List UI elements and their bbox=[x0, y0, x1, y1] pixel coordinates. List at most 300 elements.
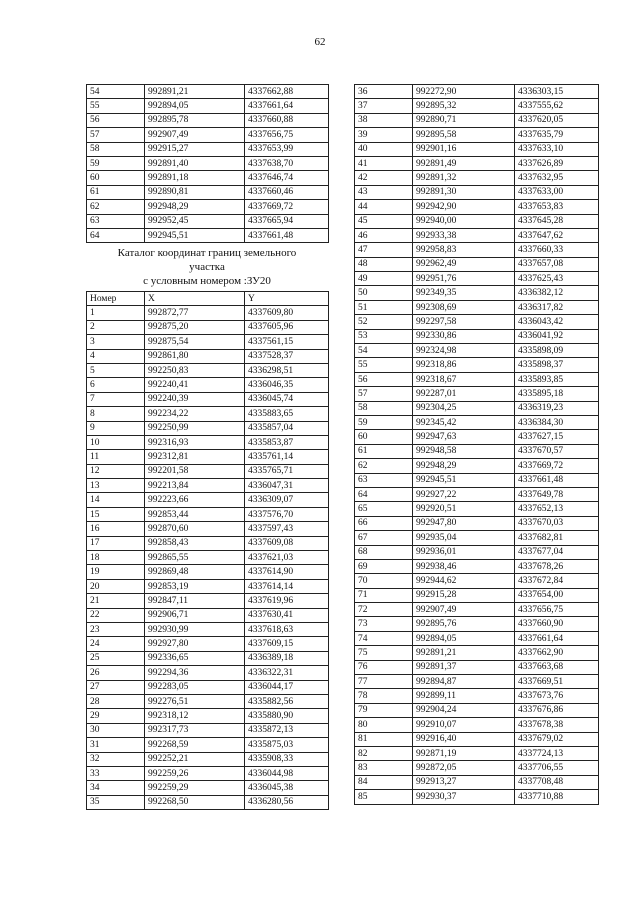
y-coordinate: 4337619,96 bbox=[245, 594, 329, 608]
y-coordinate: 4335882,56 bbox=[245, 694, 329, 708]
point-number: 61 bbox=[87, 185, 145, 199]
x-coordinate: 992915,28 bbox=[413, 588, 515, 602]
point-number: 3 bbox=[87, 335, 145, 349]
x-coordinate: 992948,29 bbox=[413, 459, 515, 473]
table-row bbox=[87, 565, 329, 579]
y-coordinate: 4335853,87 bbox=[245, 435, 329, 449]
table-row bbox=[355, 85, 599, 99]
x-coordinate: 992869,48 bbox=[145, 565, 245, 579]
x-coordinate: 992947,63 bbox=[413, 430, 515, 444]
x-coordinate: 992951,76 bbox=[413, 272, 515, 286]
x-coordinate: 992894,05 bbox=[413, 631, 515, 645]
point-number: 43 bbox=[355, 185, 413, 199]
point-number: 9 bbox=[87, 421, 145, 435]
x-coordinate: 992927,80 bbox=[145, 637, 245, 651]
point-number: 18 bbox=[87, 551, 145, 565]
x-coordinate: 992920,51 bbox=[413, 502, 515, 516]
y-coordinate: 4336384,30 bbox=[515, 415, 599, 429]
point-number: 50 bbox=[355, 286, 413, 300]
point-number: 68 bbox=[355, 545, 413, 559]
point-number: 69 bbox=[355, 559, 413, 573]
table-row bbox=[355, 315, 599, 329]
x-coordinate: 992213,84 bbox=[145, 479, 245, 493]
point-number: 55 bbox=[355, 358, 413, 372]
table-row bbox=[87, 450, 329, 464]
table-row bbox=[87, 228, 329, 242]
table-row bbox=[355, 617, 599, 631]
point-number: 7 bbox=[87, 392, 145, 406]
x-coordinate: 992276,51 bbox=[145, 694, 245, 708]
x-coordinate: 992847,11 bbox=[145, 594, 245, 608]
x-coordinate: 992906,71 bbox=[145, 608, 245, 622]
table-row bbox=[355, 761, 599, 775]
y-coordinate: 4337665,94 bbox=[245, 214, 329, 228]
point-number: 83 bbox=[355, 761, 413, 775]
table-row bbox=[87, 407, 329, 421]
point-number: 72 bbox=[355, 603, 413, 617]
x-coordinate: 992935,04 bbox=[413, 531, 515, 545]
table-row bbox=[87, 507, 329, 521]
y-coordinate: 4337652,13 bbox=[515, 502, 599, 516]
point-number: 63 bbox=[355, 473, 413, 487]
table-row bbox=[355, 142, 599, 156]
point-number: 10 bbox=[87, 435, 145, 449]
coordinates-table-continued bbox=[86, 84, 329, 243]
y-coordinate: 4337638,70 bbox=[245, 156, 329, 170]
y-coordinate: 4337706,55 bbox=[515, 761, 599, 775]
table-row bbox=[87, 335, 329, 349]
y-coordinate: 4337528,37 bbox=[245, 349, 329, 363]
table-row bbox=[355, 300, 599, 314]
x-coordinate: 992283,05 bbox=[145, 680, 245, 694]
y-coordinate: 4336045,38 bbox=[245, 781, 329, 795]
point-number: 57 bbox=[87, 128, 145, 142]
x-coordinate: 992872,77 bbox=[145, 306, 245, 320]
y-coordinate: 4337625,43 bbox=[515, 272, 599, 286]
table-row bbox=[355, 128, 599, 142]
table-row bbox=[355, 329, 599, 343]
y-coordinate: 4337626,89 bbox=[515, 156, 599, 170]
y-coordinate: 4335872,13 bbox=[245, 723, 329, 737]
x-coordinate: 992870,60 bbox=[145, 522, 245, 536]
x-coordinate: 992895,58 bbox=[413, 128, 515, 142]
x-coordinate: 992907,49 bbox=[145, 128, 245, 142]
y-coordinate: 4335875,03 bbox=[245, 738, 329, 752]
table-row bbox=[87, 306, 329, 320]
y-coordinate: 4336309,07 bbox=[245, 493, 329, 507]
y-coordinate: 4336043,42 bbox=[515, 315, 599, 329]
point-number: 29 bbox=[87, 709, 145, 723]
x-coordinate: 992223,66 bbox=[145, 493, 245, 507]
point-number: 36 bbox=[355, 85, 413, 99]
point-number: 34 bbox=[87, 781, 145, 795]
point-number: 42 bbox=[355, 171, 413, 185]
y-coordinate: 4337647,62 bbox=[515, 228, 599, 242]
x-coordinate: 992907,49 bbox=[413, 603, 515, 617]
point-number: 31 bbox=[87, 738, 145, 752]
y-coordinate: 4337633,10 bbox=[515, 142, 599, 156]
x-coordinate: 992259,26 bbox=[145, 766, 245, 780]
point-number: 70 bbox=[355, 574, 413, 588]
table-row bbox=[355, 171, 599, 185]
x-coordinate: 992330,86 bbox=[413, 329, 515, 343]
x-coordinate: 992858,43 bbox=[145, 536, 245, 550]
point-number: 45 bbox=[355, 214, 413, 228]
x-coordinate: 992891,21 bbox=[145, 85, 245, 99]
point-number: 13 bbox=[87, 479, 145, 493]
table-row bbox=[355, 415, 599, 429]
y-coordinate: 4337661,64 bbox=[245, 99, 329, 113]
table-row bbox=[355, 401, 599, 415]
table-row bbox=[355, 718, 599, 732]
y-coordinate: 4337630,41 bbox=[245, 608, 329, 622]
y-coordinate: 4337660,46 bbox=[245, 185, 329, 199]
table-row bbox=[87, 781, 329, 795]
y-coordinate: 4335898,09 bbox=[515, 344, 599, 358]
x-coordinate: 992894,05 bbox=[145, 99, 245, 113]
x-coordinate: 992250,99 bbox=[145, 421, 245, 435]
y-coordinate: 4336041,92 bbox=[515, 329, 599, 343]
point-number: 54 bbox=[87, 85, 145, 99]
table-row bbox=[87, 378, 329, 392]
table-row bbox=[355, 631, 599, 645]
x-coordinate: 992853,44 bbox=[145, 507, 245, 521]
point-number: 8 bbox=[87, 407, 145, 421]
y-coordinate: 4337669,72 bbox=[245, 200, 329, 214]
x-coordinate: 992318,86 bbox=[413, 358, 515, 372]
table-row bbox=[355, 574, 599, 588]
point-number: 60 bbox=[87, 171, 145, 185]
y-coordinate: 4337561,15 bbox=[245, 335, 329, 349]
y-coordinate: 4337621,03 bbox=[245, 551, 329, 565]
point-number: 5 bbox=[87, 363, 145, 377]
point-number: 20 bbox=[87, 579, 145, 593]
x-coordinate: 992916,40 bbox=[413, 732, 515, 746]
point-number: 62 bbox=[355, 459, 413, 473]
point-number: 73 bbox=[355, 617, 413, 631]
y-coordinate: 4337656,75 bbox=[515, 603, 599, 617]
y-coordinate: 4337660,33 bbox=[515, 243, 599, 257]
point-number: 78 bbox=[355, 689, 413, 703]
y-coordinate: 4337645,28 bbox=[515, 214, 599, 228]
point-number: 85 bbox=[355, 790, 413, 804]
table-row bbox=[87, 185, 329, 199]
table-row bbox=[87, 363, 329, 377]
y-coordinate: 4336382,12 bbox=[515, 286, 599, 300]
x-coordinate: 992891,32 bbox=[413, 171, 515, 185]
table-row bbox=[87, 128, 329, 142]
table-row bbox=[355, 660, 599, 674]
x-coordinate: 992875,54 bbox=[145, 335, 245, 349]
y-coordinate: 4337656,75 bbox=[245, 128, 329, 142]
x-coordinate: 992933,38 bbox=[413, 228, 515, 242]
table-row bbox=[87, 156, 329, 170]
table-row bbox=[87, 594, 329, 608]
table-row bbox=[87, 479, 329, 493]
x-coordinate: 992899,11 bbox=[413, 689, 515, 703]
x-coordinate: 992234,22 bbox=[145, 407, 245, 421]
y-coordinate: 4337660,88 bbox=[245, 113, 329, 127]
table-row bbox=[355, 358, 599, 372]
table-row bbox=[87, 214, 329, 228]
point-number: 52 bbox=[355, 315, 413, 329]
table-row bbox=[355, 703, 599, 717]
y-coordinate: 4335765,71 bbox=[245, 464, 329, 478]
x-coordinate: 992316,93 bbox=[145, 435, 245, 449]
table-row bbox=[87, 752, 329, 766]
x-coordinate: 992962,49 bbox=[413, 257, 515, 271]
y-coordinate: 4336044,98 bbox=[245, 766, 329, 780]
y-coordinate: 4335893,85 bbox=[515, 372, 599, 386]
y-coordinate: 4337669,51 bbox=[515, 675, 599, 689]
point-number: 54 bbox=[355, 344, 413, 358]
x-coordinate: 992940,00 bbox=[413, 214, 515, 228]
point-number: 11 bbox=[87, 450, 145, 464]
x-coordinate: 992891,21 bbox=[413, 646, 515, 660]
y-coordinate: 4337662,90 bbox=[515, 646, 599, 660]
y-coordinate: 4337661,64 bbox=[515, 631, 599, 645]
point-number: 26 bbox=[87, 666, 145, 680]
x-coordinate: 992308,69 bbox=[413, 300, 515, 314]
point-number: 64 bbox=[87, 228, 145, 242]
point-number: 56 bbox=[355, 372, 413, 386]
y-coordinate: 4337609,08 bbox=[245, 536, 329, 550]
table-row bbox=[87, 392, 329, 406]
point-number: 2 bbox=[87, 320, 145, 334]
x-coordinate: 992312,81 bbox=[145, 450, 245, 464]
x-coordinate: 992901,16 bbox=[413, 142, 515, 156]
point-number: 79 bbox=[355, 703, 413, 717]
table-row bbox=[87, 651, 329, 665]
y-coordinate: 4336045,74 bbox=[245, 392, 329, 406]
y-coordinate: 4335761,14 bbox=[245, 450, 329, 464]
x-coordinate: 992349,35 bbox=[413, 286, 515, 300]
x-coordinate: 992853,19 bbox=[145, 579, 245, 593]
y-coordinate: 4337673,76 bbox=[515, 689, 599, 703]
y-coordinate: 4335908,33 bbox=[245, 752, 329, 766]
x-coordinate: 992891,49 bbox=[413, 156, 515, 170]
y-coordinate: 4336044,17 bbox=[245, 680, 329, 694]
x-coordinate: 992259,29 bbox=[145, 781, 245, 795]
point-number: 77 bbox=[355, 675, 413, 689]
point-number: 17 bbox=[87, 536, 145, 550]
table-row bbox=[355, 675, 599, 689]
point-number: 66 bbox=[355, 516, 413, 530]
table-row bbox=[87, 171, 329, 185]
table-row bbox=[355, 732, 599, 746]
x-coordinate: 992304,25 bbox=[413, 401, 515, 415]
y-coordinate: 4337632,95 bbox=[515, 171, 599, 185]
point-number: 12 bbox=[87, 464, 145, 478]
point-number: 37 bbox=[355, 99, 413, 113]
table-row bbox=[355, 444, 599, 458]
coordinates-table-right bbox=[354, 84, 599, 805]
table-row bbox=[355, 473, 599, 487]
x-coordinate: 992345,42 bbox=[413, 415, 515, 429]
x-coordinate: 992895,76 bbox=[413, 617, 515, 631]
table-row bbox=[355, 502, 599, 516]
x-coordinate: 992861,80 bbox=[145, 349, 245, 363]
y-coordinate: 4336303,15 bbox=[515, 85, 599, 99]
point-number: 48 bbox=[355, 257, 413, 271]
point-number: 60 bbox=[355, 430, 413, 444]
x-coordinate: 992872,05 bbox=[413, 761, 515, 775]
x-coordinate: 992250,83 bbox=[145, 363, 245, 377]
x-coordinate: 992294,36 bbox=[145, 666, 245, 680]
table-row bbox=[87, 579, 329, 593]
header-number: Номер bbox=[87, 292, 145, 306]
point-number: 76 bbox=[355, 660, 413, 674]
y-coordinate: 4337635,79 bbox=[515, 128, 599, 142]
x-coordinate: 992252,21 bbox=[145, 752, 245, 766]
point-number: 53 bbox=[355, 329, 413, 343]
table-row bbox=[355, 516, 599, 530]
x-coordinate: 992936,01 bbox=[413, 545, 515, 559]
table-row bbox=[355, 545, 599, 559]
table-row bbox=[87, 680, 329, 694]
y-coordinate: 4337597,43 bbox=[245, 522, 329, 536]
point-number: 38 bbox=[355, 113, 413, 127]
y-coordinate: 4337660,90 bbox=[515, 617, 599, 631]
y-coordinate: 4337663,68 bbox=[515, 660, 599, 674]
x-coordinate: 992948,58 bbox=[413, 444, 515, 458]
point-number: 49 bbox=[355, 272, 413, 286]
y-coordinate: 4337677,04 bbox=[515, 545, 599, 559]
point-number: 21 bbox=[87, 594, 145, 608]
y-coordinate: 4337676,86 bbox=[515, 703, 599, 717]
y-coordinate: 4337633,00 bbox=[515, 185, 599, 199]
y-coordinate: 4335857,04 bbox=[245, 421, 329, 435]
table-row bbox=[87, 522, 329, 536]
x-coordinate: 992913,27 bbox=[413, 775, 515, 789]
point-number: 30 bbox=[87, 723, 145, 737]
x-coordinate: 992871,19 bbox=[413, 746, 515, 760]
x-coordinate: 992952,45 bbox=[145, 214, 245, 228]
table-row bbox=[87, 709, 329, 723]
point-number: 25 bbox=[87, 651, 145, 665]
y-coordinate: 4335883,65 bbox=[245, 407, 329, 421]
point-number: 46 bbox=[355, 228, 413, 242]
x-coordinate: 992268,59 bbox=[145, 738, 245, 752]
point-number: 4 bbox=[87, 349, 145, 363]
caption-line-3: с условным номером :ЗУ20 bbox=[143, 275, 271, 287]
y-coordinate: 4336280,56 bbox=[245, 795, 329, 809]
table-row bbox=[355, 646, 599, 660]
y-coordinate: 4337682,81 bbox=[515, 531, 599, 545]
point-number: 55 bbox=[87, 99, 145, 113]
x-coordinate: 992942,90 bbox=[413, 200, 515, 214]
x-coordinate: 992947,80 bbox=[413, 516, 515, 530]
x-coordinate: 992890,71 bbox=[413, 113, 515, 127]
point-number: 1 bbox=[87, 306, 145, 320]
table-row bbox=[87, 622, 329, 636]
table-row bbox=[355, 344, 599, 358]
table-row bbox=[87, 608, 329, 622]
x-coordinate: 992240,41 bbox=[145, 378, 245, 392]
y-coordinate: 4337657,08 bbox=[515, 257, 599, 271]
y-coordinate: 4337672,84 bbox=[515, 574, 599, 588]
y-coordinate: 4337605,96 bbox=[245, 320, 329, 334]
point-number: 59 bbox=[87, 156, 145, 170]
header-y: Y bbox=[245, 292, 329, 306]
point-number: 41 bbox=[355, 156, 413, 170]
x-coordinate: 992891,18 bbox=[145, 171, 245, 185]
point-number: 15 bbox=[87, 507, 145, 521]
table-row bbox=[87, 320, 329, 334]
table-row bbox=[355, 790, 599, 804]
y-coordinate: 4335880,90 bbox=[245, 709, 329, 723]
table-row bbox=[355, 746, 599, 760]
x-coordinate: 992894,87 bbox=[413, 675, 515, 689]
table-row bbox=[87, 738, 329, 752]
caption-line-2: участка bbox=[189, 261, 225, 273]
x-coordinate: 992944,62 bbox=[413, 574, 515, 588]
point-number: 39 bbox=[355, 128, 413, 142]
y-coordinate: 4336319,23 bbox=[515, 401, 599, 415]
table-row bbox=[87, 85, 329, 99]
table-row bbox=[87, 113, 329, 127]
x-coordinate: 992201,58 bbox=[145, 464, 245, 478]
x-coordinate: 992927,22 bbox=[413, 487, 515, 501]
y-coordinate: 4337627,15 bbox=[515, 430, 599, 444]
point-number: 51 bbox=[355, 300, 413, 314]
y-coordinate: 4335898,37 bbox=[515, 358, 599, 372]
y-coordinate: 4336317,82 bbox=[515, 300, 599, 314]
y-coordinate: 4337670,03 bbox=[515, 516, 599, 530]
point-number: 61 bbox=[355, 444, 413, 458]
point-number: 58 bbox=[355, 401, 413, 415]
point-number: 65 bbox=[355, 502, 413, 516]
point-number: 57 bbox=[355, 387, 413, 401]
table-row bbox=[355, 487, 599, 501]
point-number: 44 bbox=[355, 200, 413, 214]
table-row bbox=[355, 430, 599, 444]
catalog-caption bbox=[86, 246, 328, 288]
table-row bbox=[87, 200, 329, 214]
x-coordinate: 992875,20 bbox=[145, 320, 245, 334]
y-coordinate: 4337614,90 bbox=[245, 565, 329, 579]
y-coordinate: 4335895,18 bbox=[515, 387, 599, 401]
table-row bbox=[355, 156, 599, 170]
point-number: 62 bbox=[87, 200, 145, 214]
point-number: 74 bbox=[355, 631, 413, 645]
header-x: X bbox=[145, 292, 245, 306]
point-number: 24 bbox=[87, 637, 145, 651]
x-coordinate: 992895,78 bbox=[145, 113, 245, 127]
x-coordinate: 992890,81 bbox=[145, 185, 245, 199]
point-number: 27 bbox=[87, 680, 145, 694]
point-number: 71 bbox=[355, 588, 413, 602]
x-coordinate: 992317,73 bbox=[145, 723, 245, 737]
point-number: 23 bbox=[87, 622, 145, 636]
table-row bbox=[355, 214, 599, 228]
y-coordinate: 4336389,18 bbox=[245, 651, 329, 665]
y-coordinate: 4336298,51 bbox=[245, 363, 329, 377]
y-coordinate: 4337678,26 bbox=[515, 559, 599, 573]
page-number: 62 bbox=[314, 36, 326, 48]
point-number: 14 bbox=[87, 493, 145, 507]
table-row bbox=[87, 142, 329, 156]
point-number: 82 bbox=[355, 746, 413, 760]
y-coordinate: 4337653,83 bbox=[515, 200, 599, 214]
table-row bbox=[355, 99, 599, 113]
x-coordinate: 992318,12 bbox=[145, 709, 245, 723]
y-coordinate: 4337654,00 bbox=[515, 588, 599, 602]
point-number: 33 bbox=[87, 766, 145, 780]
point-number: 64 bbox=[355, 487, 413, 501]
y-coordinate: 4337661,48 bbox=[515, 473, 599, 487]
y-coordinate: 4337609,80 bbox=[245, 306, 329, 320]
